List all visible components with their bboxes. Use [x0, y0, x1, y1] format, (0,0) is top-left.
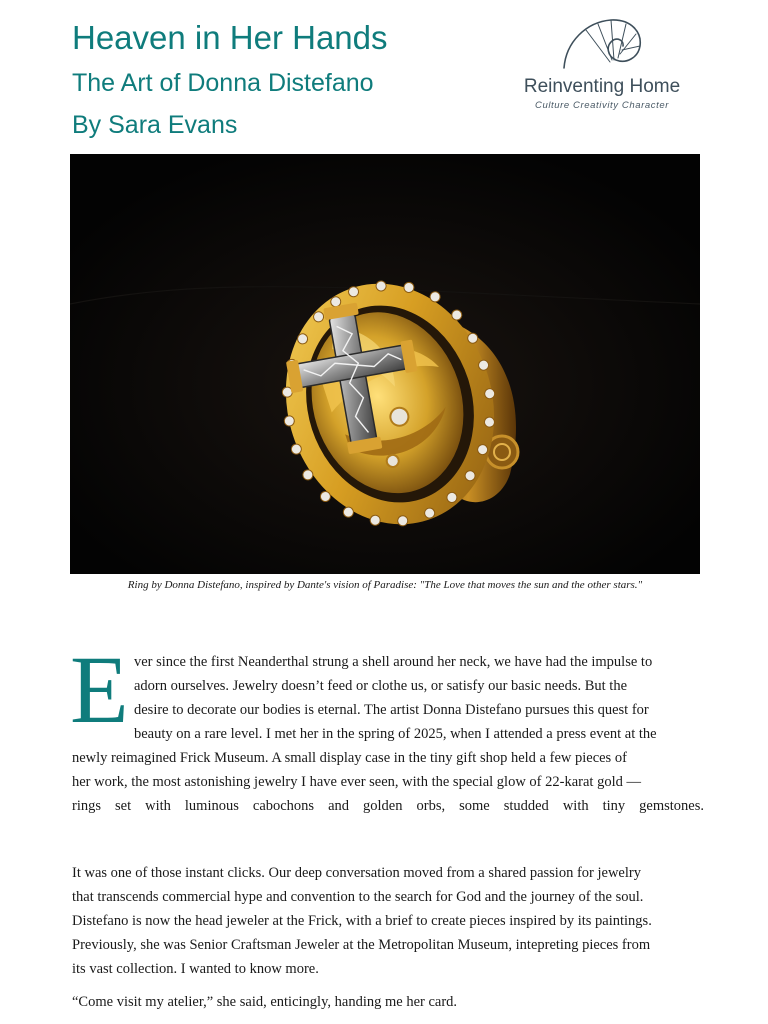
- paragraph2-line-1: It was one of those instant clicks. Our deep conversation moved from a shared passion for jewelry: [72, 865, 641, 881]
- logo-tagline: Culture Creativity Character: [534, 100, 669, 111]
- paragraph3: “Come visit my atelier,” she said, enticingly, handing me her card.: [72, 994, 458, 1010]
- publication-logo: [516, 12, 688, 116]
- ring-photo: [70, 154, 700, 574]
- paragraph2-line-4: Previously, she was Senior Craftsman Jeweler at the Metropolitan Museum, intepreting pieces from: [72, 937, 651, 953]
- gold-ring-image: [70, 154, 700, 574]
- drop-cap-letter: E: [70, 636, 129, 743]
- logo-name: Reinventing Home: [523, 76, 681, 97]
- paragraph1-line-5: newly reimagined Frick Museum. A small display case in the tiny gift shop held a few pieces of: [72, 750, 627, 766]
- paragraph2-line-2: that transcends commercial hype and convention to the search for God and the journey of the soul.: [72, 889, 644, 905]
- paragraph1-line-4: beauty on a rare level. I met her in the spring of 2025, when I attended a press event at the: [134, 726, 657, 742]
- paragraph1-line-1: ver since the first Neanderthal strung a shell around her neck, we have had the impulse to: [134, 654, 653, 670]
- article-byline: By Sara Evans: [72, 111, 238, 139]
- paragraph1-line-7: rings set with luminous cabochons and golden orbs, some studded with tiny gemstones.: [72, 798, 704, 814]
- nautilus-spiral-icon: [556, 12, 646, 72]
- paragraph1-line-6: her work, the most astonishing jewelry I have ever seen, with the special glow of 22-karat gold —: [72, 774, 641, 790]
- paragraph2-line-3: Distefano is now the head jeweler at the Frick, with a brief to create pieces inspired by its paintings.: [72, 913, 652, 929]
- photo-caption: Ring by Donna Distefano, inspired by Dante's vision of Paradise: "The Love that moves the sun and the other stars.": [127, 579, 643, 591]
- article-subtitle: The Art of Donna Distefano: [72, 69, 374, 97]
- paragraph1-line-3: desire to decorate our bodies is eternal. The artist Donna Distefano pursues this quest for: [134, 702, 649, 718]
- paragraph1-line-2: adorn ourselves. Jewelry doesn’t feed or clothe us, or satisfy our basic needs. But the: [134, 678, 628, 694]
- paragraph2-line-5: its vast collection. I wanted to know more.: [72, 961, 319, 977]
- article-title: Heaven in Her Hands: [72, 19, 388, 56]
